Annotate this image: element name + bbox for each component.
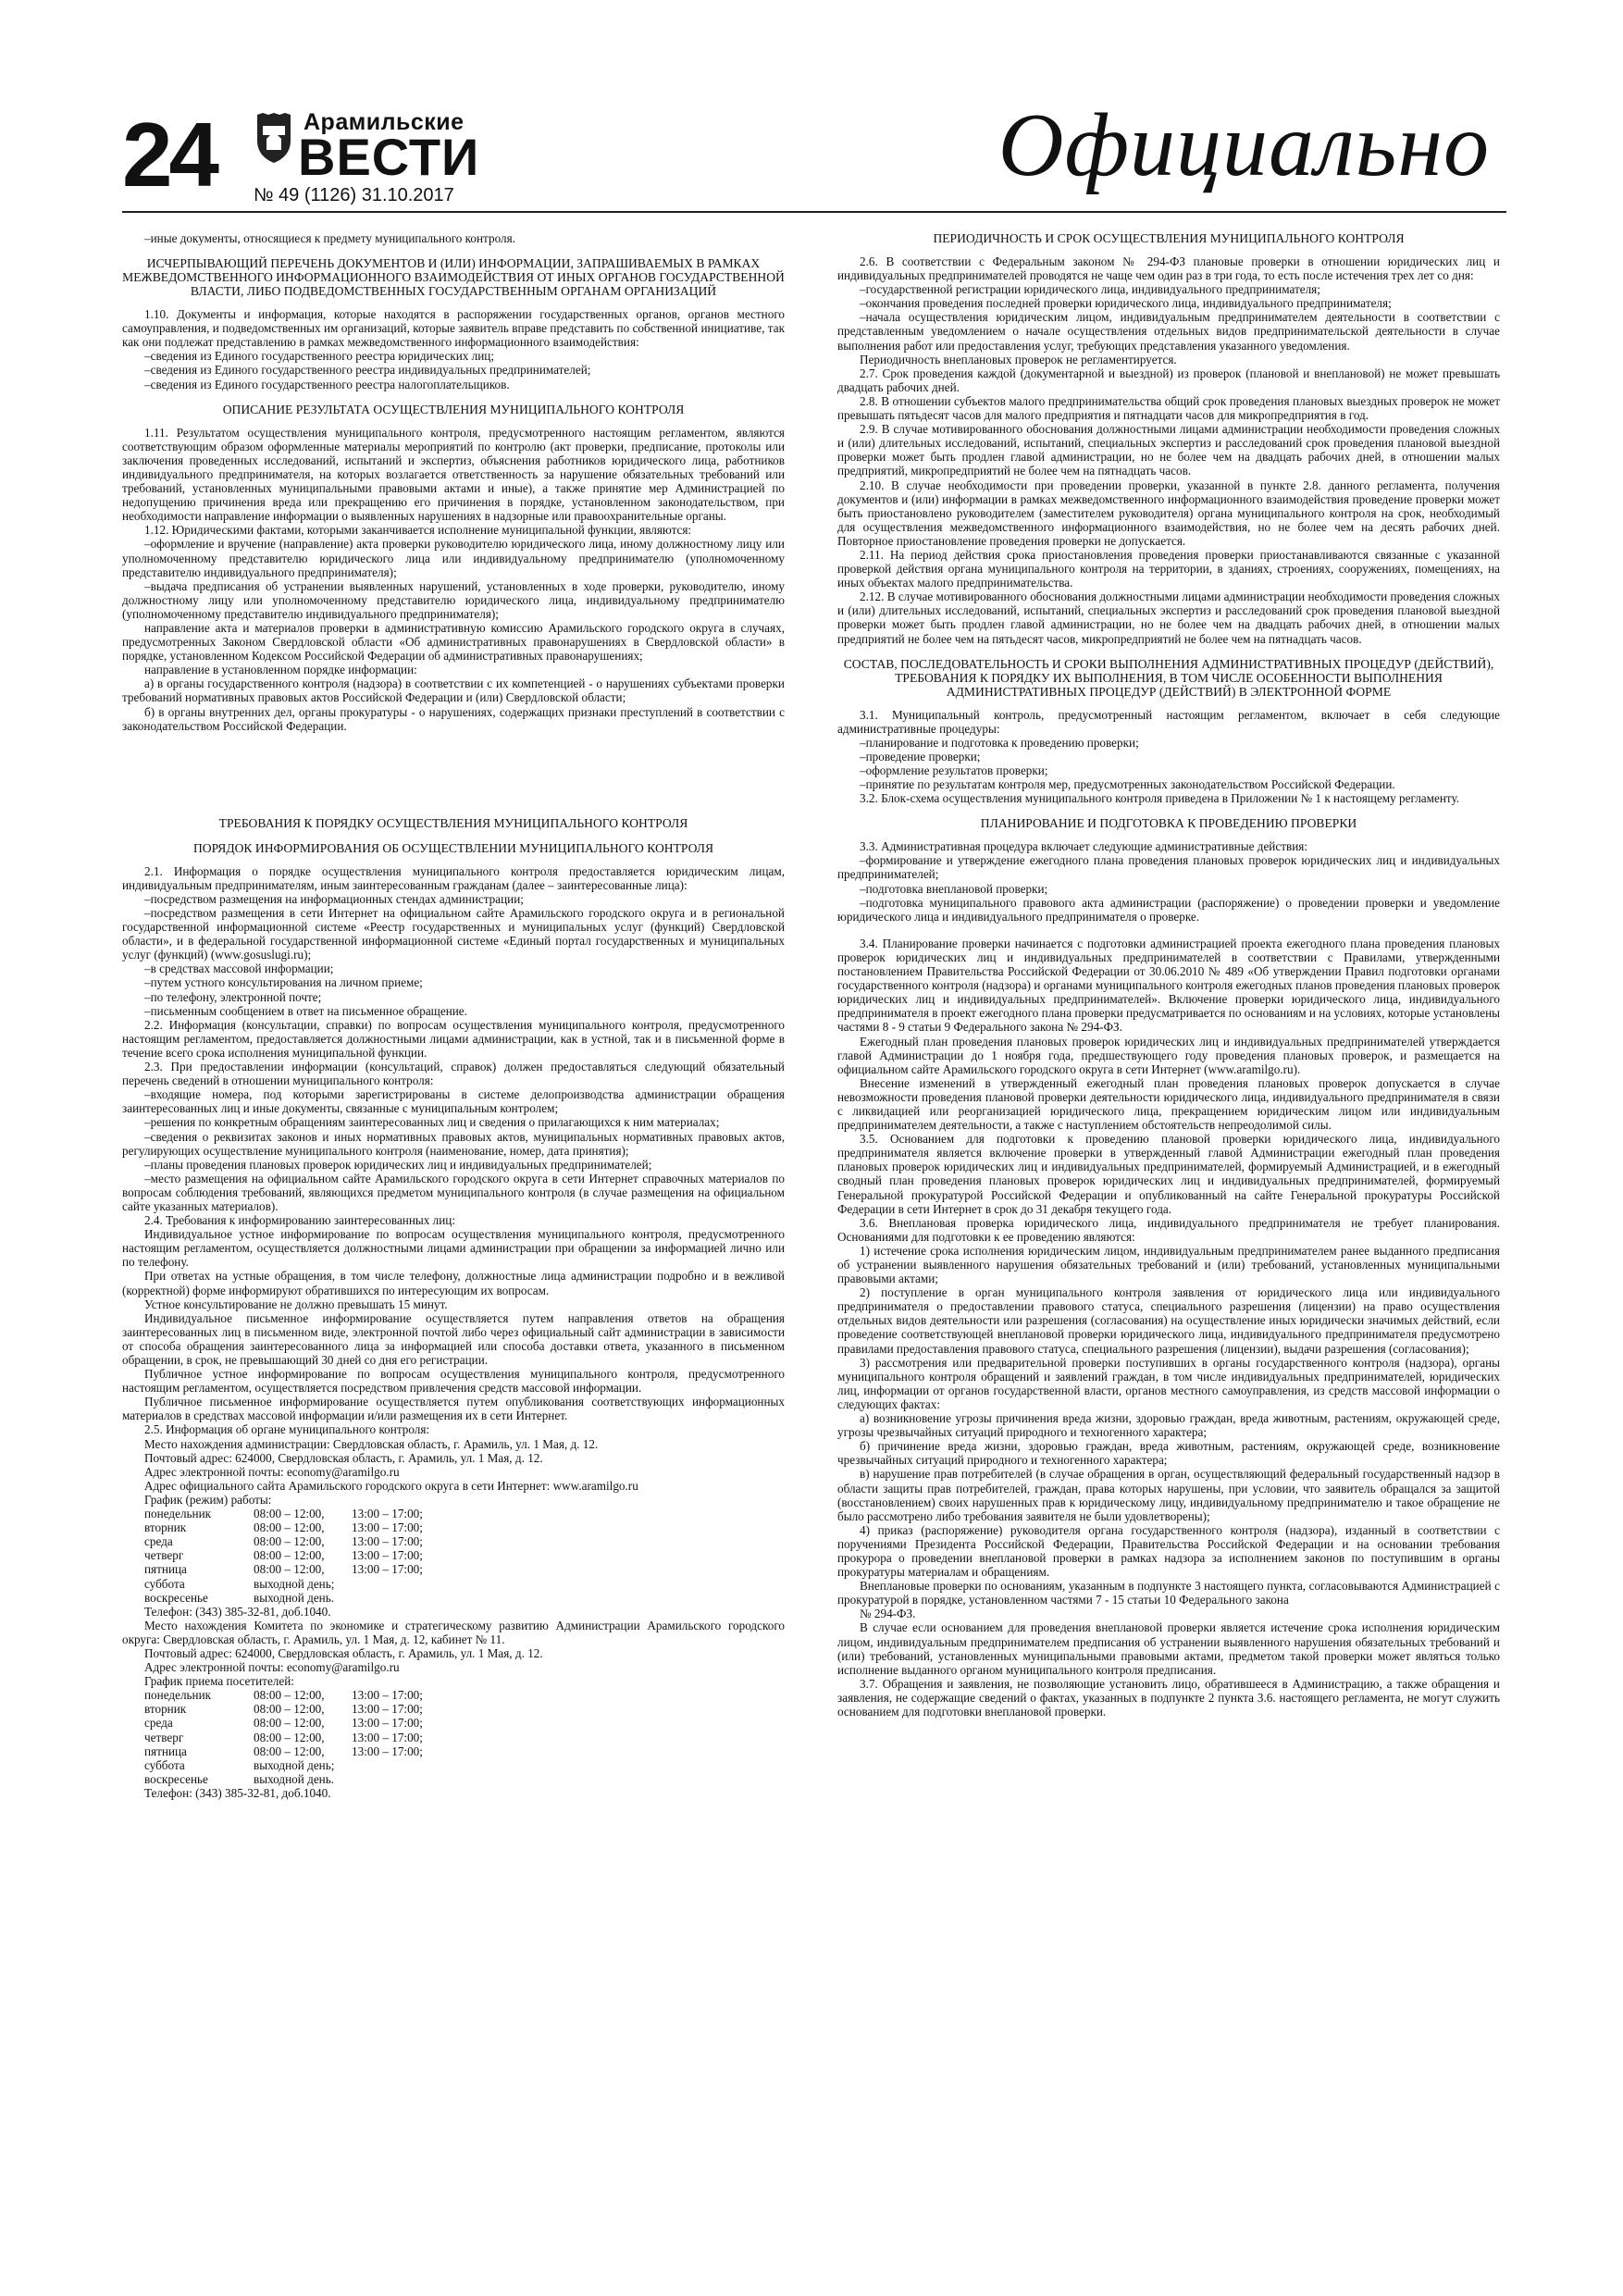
schedule-cell: 08:00 – 12:00,: [254, 1730, 325, 1744]
schedule-cell: 13:00 – 17:00;: [352, 1534, 423, 1549]
paragraph: а) возникновение угрозы причинения вреда жизни, здоровью граждан, вреда животным, растениям, окружающей среде, угрозы чрезвычайных ситуаций природного и техногенного характера;: [837, 1411, 1500, 1440]
schedule-cell: 13:00 – 17:00;: [352, 1744, 423, 1758]
schedule-cell: [352, 1591, 436, 1605]
paragraph: № 294-ФЗ.: [860, 1607, 916, 1621]
paragraph: Устное консультирование не должно превышать 15 минут.: [144, 1297, 448, 1311]
section-heading: ПЛАНИРОВАНИЕ И ПОДГОТОВКА К ПРОВЕДЕНИЮ ПРОВЕРКИ: [980, 816, 1357, 831]
paragraph: 2.9. В случае мотивированного обоснования должностными лицами администрации необходимости проведения сложных и (или) длительных исследований, испытаний, специальных экспертиз и расследований срок проведения плановой выездной проверки может быть продлен главой администрации, но не более чем на двадцать рабочих дней, в отношении малых предприятий, микропредприятий не более чем на пятнадцать часов.: [837, 422, 1500, 478]
spacer: [122, 733, 785, 805]
paragraph: 3) рассмотрения или предварительной проверки поступивших в органы государственного контроля (надзора), органы муниципального контроля обращений и заявлений граждан, в том числе индивидуальных предпринимателей, юридических лиц, информации от органов государственной власти, органов местного самоуправления, из средств массовой информации о следующих фактах:: [837, 1355, 1500, 1411]
schedule-cell: 08:00 – 12:00,: [254, 1716, 325, 1731]
section-heading: ОПИСАНИЕ РЕЗУЛЬТАТА ОСУЩЕСТВЛЕНИЯ МУНИЦИПАЛЬНОГО КОНТРОЛЯ: [222, 402, 685, 416]
paragraph: Адрес электронной почты: economy@aramilgo.ru: [144, 1660, 400, 1675]
schedule-row: [144, 1702, 436, 1716]
schedule-cell: вторник: [144, 1520, 187, 1535]
paragraph: –подготовка муниципального правового акта администрации (распоряжение) о проведении проверки и уведомление юридического лица и индивидуального предпринимателя о проверке.: [837, 895, 1500, 924]
schedule-cell: 08:00 – 12:00,: [254, 1507, 325, 1521]
text-block: [122, 1605, 785, 1689]
page-number: 24: [122, 104, 217, 205]
paragraph: Адрес электронной почты: economy@aramilgo.ru: [144, 1464, 400, 1479]
schedule-row: [144, 1716, 436, 1730]
paragraph: б) причинение вреда жизни, здоровью граждан, вреда животным, растениям, окружающей среде, возникновение чрезвычайных ситуаций природного и техногенного характера;: [837, 1439, 1500, 1468]
schedule-cell: суббота: [144, 1576, 185, 1591]
paragraph: Индивидуальное письменное информирование осуществляется путем направления ответов на обращения заинтересованных лиц в письменном виде, электронной почтой либо через официальный сайт администрации в зависимости от способа обращения заинтересованного лица за информацией или способа доставки ответа, указанного в письменном обращении, в срок, не превышающий 30 дней со дня его регистрации.: [122, 1310, 785, 1367]
schedule-row: [144, 1577, 436, 1591]
schedule-cell: 13:00 – 17:00;: [352, 1702, 423, 1717]
paragraph: Внесение изменений в утвержденный ежегодный план проведения плановых проверок допускается в случае невозможности проведения плановой проверки деятельности юридического лица, индивидуального предпринимателя в связи с ликвидацией или реорганизацией юридического лица, прекращением юридическим лицом или индивидуальным предпринимателем деятельности, а также с наступлением обстоятельств непреодолимой силы.: [837, 1075, 1500, 1133]
logo-title: ВЕСТИ: [298, 128, 480, 186]
paragraph: 2.7. Срок проведения каждой (документарной и выездной) из проверок (плановой и внеплановой) не может превышать двадцать рабочих дней.: [837, 366, 1500, 394]
schedule-cell: пятница: [144, 1562, 187, 1577]
paragraph: –посредством размещения на информационных стендах администрации;: [144, 891, 524, 906]
paragraph: 2.6. В соответствии с Федеральным законом № 294-ФЗ плановые проверки в отношении юридических лиц и индивидуальных предпринимателей проводятся не чаще чем один раз в три года, то есть после истечения трех лет со дня:: [837, 254, 1500, 283]
text-block: [122, 864, 785, 1507]
coat-of-arms-icon: [254, 113, 294, 165]
paragraph: –сведения из Единого государственного реестра налогоплательщиков.: [144, 377, 510, 391]
schedule-cell: выходной день;: [254, 1757, 335, 1772]
schedule-row: [144, 1731, 436, 1744]
text-block: [837, 254, 1500, 646]
paragraph: Почтовый адрес: 624000, Свердловская область, г. Арамиль, ул. 1 Мая, д. 12.: [144, 1450, 543, 1465]
schedule-cell: [352, 1772, 436, 1786]
paragraph: –иные документы, относящиеся к предмету муниципального контроля.: [144, 231, 515, 245]
paragraph: 3.2. Блок-схема осуществления муниципального контроля приведена в Приложении № 1 к настоящему регламенту.: [860, 791, 1460, 806]
paragraph: направление акта и материалов проверки в административную комиссию Арамильского городского округа в случаях, предусмотренных Законом Свердловской области «Об административных правонарушениях в Свердловской области» в порядке, установленном Кодексом Российской Федерации об административных правонарушениях;: [122, 620, 785, 664]
paragraph: –планирование и подготовка к проведению проверки;: [860, 735, 1139, 750]
paragraph: –сведения о реквизитах законов и иных нормативных правовых актов, муниципальных нормативных правовых актов, регулирующих осуществление муниципального контроля (наименование, номер, дата принятия);: [122, 1129, 785, 1158]
schedule-cell: 13:00 – 17:00;: [352, 1730, 423, 1744]
paragraph: Место нахождения Комитета по экономике и стратегическому развитию Администрации Арамильского городского округа: Свердловская область, г. Арамиль, ул. 1 Мая, д. 12, кабинет № 11.: [122, 1618, 785, 1646]
schedule-cell: 08:00 – 12:00,: [254, 1520, 325, 1535]
text-block: [837, 708, 1500, 806]
schedule-row: [144, 1772, 436, 1786]
paragraph: 3.1. Муниципальный контроль, предусмотренный настоящим регламентом, включает в себя следующие административные процедуры:: [837, 707, 1500, 736]
section-heading: ТРЕБОВАНИЯ К ПОРЯДКУ ОСУЩЕСТВЛЕНИЯ МУНИЦИПАЛЬНОГО КОНТРОЛЯ: [218, 815, 688, 830]
paragraph: 2.8. В отношении субъектов малого предпринимательства общий срок проведения плановых выездных проверок не может превышать пятьдесят часов для малого предприятия и пятнадцати часов для микропредприятия в год.: [837, 393, 1500, 423]
schedule-row: [144, 1758, 436, 1772]
masthead: [122, 95, 1506, 216]
section-heading: ПОРЯДОК ИНФОРМИРОВАНИЯ ОБ ОСУЩЕСТВЛЕНИИ МУНИЦИПАЛЬНОГО КОНТРОЛЯ: [192, 840, 714, 855]
schedule-cell: среда: [144, 1716, 173, 1731]
text-block: [122, 231, 785, 245]
paragraph: –посредством размещения в сети Интернет на официальном сайте Арамильского городского округа и в региональной государственной информационной системе «Реестр государственных и муниципальных услуг (функций) Свердловской области», и в федеральной государственной информационной системе «Единый портал государственных и муниципальных услуг (функций) (www.gosuslugi.ru);: [122, 906, 785, 962]
schedule-table: [144, 1688, 436, 1786]
schedule-cell: 08:00 – 12:00,: [254, 1688, 325, 1703]
schedule-cell: 08:00 – 12:00,: [254, 1548, 325, 1563]
paragraph: –проведение проверки;: [860, 749, 981, 763]
paragraph: 2.3. При предоставлении информации (консультаций, справок) должен предоставляться следующий обязательный перечень сведений в отношении муниципального контроля:: [122, 1060, 785, 1088]
schedule-row: [144, 1507, 436, 1520]
schedule-row: [144, 1534, 436, 1548]
paragraph: При ответах на устные обращения, в том числе телефону, должностные лица администрации подробно и в вежливой (корректной) форме информируют обратившихся по интересующим их вопросам.: [122, 1269, 785, 1297]
paragraph: направление в установленном порядке информации:: [144, 663, 417, 677]
paragraph: Почтовый адрес: 624000, Свердловская область, г. Арамиль, ул. 1 Мая, д. 12.: [144, 1645, 543, 1660]
paragraph: Публичное устное информирование по вопросам осуществления муниципального контроля, предусмотренного настоящим регламентом, осуществляется посредством привлечения средств массовой информации.: [122, 1367, 785, 1396]
paragraph: 3.4. Планирование проверки начинается с подготовки администрацией проекта ежегодного плана проведения плановых проверок юридических лиц и индивидуальных предпринимателей в соответствии с Правилами, утвержденными постановлением Правительства Российской Федерации от 30.06.2010 № 489 «Об утверждении Правил подготовки органами государственного контроля (надзора) и органами муниципального контроля ежегодных планов проведения плановых проверок юридических лиц и индивидуальных предпринимателей». Включение проверки юридического лица, индивидуального предпринимателя в проект ежегодного плана проверки предусматривается по основаниям и на условиях, которые установлены частями 8 - 9 статьи 9 Федерального закона № 294-ФЗ.: [837, 936, 1500, 1035]
schedule-row: [144, 1744, 436, 1758]
paragraph: 2.12. В случае мотивированного обоснования должностными лицами администрации необходимости проведения сложных и (или) длительных исследований, испытаний, специальных экспертиз и расследований срок проведения плановой выездной проверки может быть продлен главой администрации, но не более чем на двадцать рабочих дней, в отношении малых предприятий не более чем на пятьдесят часов, микропредприятий не более чем на пятнадцать часов.: [837, 590, 1500, 646]
paragraph: –государственной регистрации юридического лица, индивидуального предпринимателя;: [860, 282, 1320, 297]
paragraph: 2.4. Требования к информированию заинтересованных лиц:: [144, 1213, 456, 1228]
schedule-row: [144, 1520, 436, 1534]
paragraph: 3.5. Основанием для подготовки к проведению плановой проверки юридического лица, индивидуального предпринимателя является включение проверки в утвержденный главой Администрации ежегодный план проведения плановых проверок юридических лиц и индивидуальных предпринимателей, формируемый Администрацией, и в ежегодный сводный план проведения плановых проверок юридических лиц и индивидуальных предпринимателей, формируемый Генеральной прокуратурой Российской Федерации и опубликованный на сайте Генеральной прокуратуры Российской Федерации в сети Интернет в срок до 31 декабря текущего года.: [837, 1132, 1500, 1216]
paragraph: 3.6. Внеплановая проверка юридического лица, индивидуального предпринимателя не требует планирования. Основаниями для подготовки к ее проведению являются:: [837, 1215, 1500, 1244]
header-rule: [122, 211, 1506, 213]
paragraph: –принятие по результатам контроля мер, предусмотренных законодательством Российской Федерации.: [860, 777, 1395, 792]
schedule-cell: 08:00 – 12:00,: [254, 1534, 325, 1549]
issue-info: № 49 (1126) 31.10.2017: [254, 185, 454, 205]
schedule-cell: [352, 1758, 436, 1772]
schedule-cell: 08:00 – 12:00,: [254, 1562, 325, 1577]
schedule-table: [144, 1507, 436, 1605]
paragraph: –в средствах массовой информации;: [144, 962, 334, 976]
schedule-cell: понедельник: [144, 1688, 212, 1703]
schedule-cell: 13:00 – 17:00;: [352, 1562, 423, 1577]
paragraph: Адрес официального сайта Арамильского городского округа в сети Интернет: www.aramilgo.ru: [144, 1478, 638, 1493]
paragraph: 1.10. Документы и информация, которые находятся в распоряжении государственных органов, органов местного самоуправления, и подведомственных им организаций, которые заявитель вправе представить по собственной инициативе, так как они подлежат представлению в рамках межведомственного информационного взаимодействия:: [122, 307, 785, 350]
schedule-cell: 13:00 – 17:00;: [352, 1688, 423, 1703]
paragraph: –по телефону, электронной почте;: [144, 989, 322, 1004]
schedule-cell: вторник: [144, 1702, 187, 1717]
paragraph: 2) поступление в орган муниципального контроля заявления от юридического лица или индивидуального предпринимателя о предоставлении правового статуса, специального разрешения (лицензии) на право осуществления отдельных видов деятельности или разрешения (согласования) на осуществление иных юридически значимых действий, если проведение соответствующей внеплановой проверки юридического лица, индивидуального предпринимателя предусмотрено правилами предоставления правового статуса, специального разрешения (лицензии), выдачи разрешения (согласования);: [837, 1285, 1500, 1356]
schedule-cell: среда: [144, 1534, 173, 1549]
paragraph: 4) приказ (распоряжение) руководителя органа государственного контроля (надзора), изданный в соответствии с поручениями Президента Российской Федерации, Правительства Российской Федерации и на основании требования прокурора о проведении внеплановой проверки в рамках надзора за исполнением законов по поступившим в органы прокуратуры материалам и обращениям.: [837, 1522, 1500, 1580]
text-block: [122, 426, 785, 733]
paragraph: 2.1. Информация о порядке осуществления муниципального контроля предоставляется юридическим лицам, индивидуальным предпринимателям, иным заинтересованным гражданам (далее – заинтересованные лица):: [122, 863, 785, 892]
paragraph: Индивидуальное устное информирование по вопросам осуществления муниципального контроля, предусмотренного настоящим регламентом, осуществляется должностными лицами администрации при обращении за информацией лично или по телефону.: [122, 1227, 785, 1270]
paragraph: –сведения из Единого государственного реестра индивидуальных предпринимателей;: [144, 363, 591, 378]
paragraph: –письменным сообщением в ответ на письменное обращение.: [144, 1003, 467, 1018]
section-title: Официально: [997, 95, 1490, 195]
schedule-cell: 08:00 – 12:00,: [254, 1702, 325, 1717]
schedule-cell: [352, 1577, 436, 1591]
schedule-cell: понедельник: [144, 1507, 212, 1521]
paragraph: –выдача предписания об устранении выявленных нарушений, установленных в ходе проверки, руководителю, иному должностному лицу или уполномоченному представителю юридического лица, индивидуальному предпринимателю (уполномоченному представителю индивидуального предпринимателя);: [122, 578, 785, 621]
paragraph: –окончания проведения последней проверки юридического лица, индивидуального предпринимателя;: [860, 296, 1392, 311]
paragraph: Публичное письменное информирование осуществляется путем опубликования соответствующих информационных материалов в средствах массовой информации и/или размещения их в сети Интернет.: [122, 1395, 785, 1423]
paragraph: 3.7. Обращения и заявления, не позволяющие установить лицо, обратившееся в Администрацию, а также обращения и заявления, не содержащие сведений о фактах, указанных в подпункте 2 пункта 3.6. настоящего регламента, не могут служить основанием для подготовки внеплановой проверки.: [837, 1676, 1500, 1719]
schedule-row: [144, 1548, 436, 1562]
paragraph: 2.11. На период действия срока приостановления проведения проверки приостанавливаются связанные с указанной проверкой действия органа муниципального контроля на территории, в зданиях, строениях, сооружениях, помещениях, на иных объектах малого предпринимательства.: [837, 547, 1500, 590]
schedule-cell: выходной день.: [254, 1771, 335, 1786]
schedule-cell: 13:00 – 17:00;: [352, 1716, 423, 1731]
schedule-cell: 13:00 – 17:00;: [352, 1520, 423, 1535]
schedule-cell: воскресенье: [144, 1771, 208, 1786]
paragraph: 3.3. Административная процедура включает следующие административные действия:: [860, 839, 1307, 854]
paragraph: –входящие номера, под которыми зарегистрированы в системе делопроизводства администрации обращения заинтересованных лиц и иные документы, связанные с муниципальным контролем;: [122, 1087, 785, 1116]
schedule-cell: выходной день;: [254, 1576, 335, 1591]
paragraph: 1.12. Юридическими фактами, которыми заканчивается исполнение муниципальной функции, являются:: [144, 523, 692, 538]
paragraph: График (режим) работы:: [144, 1492, 272, 1507]
paragraph: –решения по конкретным обращениям заинтересованных лиц и сведения о прилагающихся к ним материалах;: [144, 1115, 720, 1130]
text-block: [837, 839, 1500, 924]
left-column: [122, 231, 785, 1800]
paragraph: 1.11. Результатом осуществления муниципального контроля, предусмотренного настоящим регламентом, являются соответствующим образом оформленные материалы мероприятий по контролю (акт проверки, предписание, протоколы или заключения проведенных исследований, испытаний и экспертиз, объяснения работников юридического лица, работников индивидуального предпринимателя, на которых возлагается ответственность за нарушение обязательных требований или требований, установленных муниципальными правовыми актами и иные), а также принятие мер Администрацией по недопущению причинения вреда или прекращению его причинения в порядке, установленном законодательством, при необходимости направление информации о выявленных нарушениях в надзорные или правоохранительные органы.: [122, 425, 785, 524]
section-heading: ИСЧЕРПЫВАЮЩИЙ ПЕРЕЧЕНЬ ДОКУМЕНТОВ И (ИЛИ) ИНФОРМАЦИИ, ЗАПРАШИВАЕМЫХ В РАМКАХ МЕЖВЕДОМСТВЕННОГО ИНФОРМАЦИОННОГО ВЗАИМОДЕЙСТВИЯ ОТ ИНЫХ ОРГАНОВ ГОСУДАРСТВЕННОЙ ВЛАСТИ, ЛИБО ПОДВЕДОМСТВЕННЫХ ГОСУДАРСТВЕННЫМ ОРГАНАМ ОРГАНИЗАЦИЙ: [122, 256, 785, 299]
paragraph: а) в органы государственного контроля (надзора) в соответствии с их компетенцией - о нарушениях субъектами проверки требований нормативных правовых актов Российской Федерации и (или) Свердловской области;: [122, 676, 785, 705]
paragraph: б) в органы внутренних дел, органы прокуратуры - о нарушениях, содержащих признаки преступлений в соответствии с законодательством Российской Федерации.: [122, 704, 785, 733]
paragraph: Телефон: (343) 385-32-81, доб.1040.: [144, 1785, 331, 1800]
paragraph: 1) истечение срока исполнения юридическим лицом, индивидуальным предпринимателем ранее выданного предписания об устранении выявленного нарушения обязательных требований и (или) требований, установленных муниципальными правовыми актами;: [837, 1243, 1500, 1286]
schedule-cell: 13:00 – 17:00;: [352, 1548, 423, 1563]
schedule-cell: пятница: [144, 1744, 187, 1758]
paragraph: 2.2. Информация (консультации, справки) по вопросам осуществления муниципального контроля, предусмотренного настоящим регламентом, предоставляется должностными лицами администрации, как в устной, так и в письменной форме в течение всего срока исполнения муниципальной функции.: [122, 1017, 785, 1060]
schedule-cell: 13:00 – 17:00;: [352, 1507, 423, 1521]
paragraph: –оформление и вручение (направление) акта проверки руководителю юридического лица, иному должностному лицу или уполномоченному представителю юридического лица или индивидуальному предпринимателю (уполномоченному представителю индивидуального предпринимателя);: [122, 537, 785, 579]
text-block: [122, 1786, 785, 1800]
logo-subtitle: Арамильские: [304, 109, 465, 135]
spacer: [837, 924, 1500, 937]
schedule-cell: 08:00 – 12:00,: [254, 1744, 325, 1758]
paragraph: Место нахождения администрации: Свердловская область, г. Арамиль, ул. 1 Мая, д. 12.: [144, 1436, 599, 1451]
paragraph: –планы проведения плановых проверок юридических лиц и индивидуальных предпринимателей;: [144, 1157, 652, 1172]
text-block: [837, 937, 1500, 1719]
paragraph: Внеплановые проверки по основаниям, указанным в подпункте 3 настоящего пункта, согласовываются Администрацией с прокуратурой в порядке, установленном частями 7 - 15 статьи 10 Федерального закона: [837, 1579, 1500, 1607]
schedule-cell: четверг: [144, 1548, 184, 1563]
paragraph: 2.5. Информация об органе муниципального контроля:: [144, 1422, 430, 1437]
paragraph: –оформление результатов проверки;: [860, 763, 1048, 777]
paragraph: –формирование и утверждение ежегодного плана проведения плановых проверок юридических лиц и индивидуальных предпринимателей;: [837, 853, 1500, 882]
paragraph: –место размещения на официальном сайте Арамильского городского округа в сети Интернет справочных материалов по вопросам соблюдения требований, являющихся предметом муниципального контроля (в случае размещения на официальном сайте указанных материалов).: [122, 1171, 785, 1213]
section-heading: ПЕРИОДИЧНОСТЬ И СРОК ОСУЩЕСТВЛЕНИЯ МУНИЦИПАЛЬНОГО КОНТРОЛЯ: [933, 231, 1405, 245]
schedule-row: [144, 1591, 436, 1605]
paragraph: В случае если основанием для проведения внеплановой проверки является истечение срока исполнения юридическим лицом, индивидуальным предпринимателем предписания об устранении выявленного нарушения обязательных требований и (или) требований, установленных муниципальными правовыми актами, предметом такой проверки может являться только исполнение выданного органом муниципального контроля предписания.: [837, 1620, 1500, 1677]
paragraph: График приема посетителей:: [144, 1674, 294, 1689]
paragraph: Периодичность внеплановых проверок не регламентируется.: [860, 352, 1177, 366]
paragraph: –сведения из Единого государственного реестра юридических лиц;: [144, 349, 495, 364]
paragraph: 2.10. В случае необходимости при проведении проверки, указанной в пункте 2.8. данного регламента, получения документов и (или) информации в рамках межведомственного информационного взаимодействия проведение проверки может быть приостановлено руководителем (заместителем руководителя) органа муниципального контроля на срок, необходимый для осуществления межведомственного информационного взаимодействия, но не более чем на десять рабочих дней. Повторное приостановление проведения проверки не допускается.: [837, 478, 1500, 548]
paragraph: в) нарушение прав потребителей (в случае обращения в орган, осуществляющий федеральный государственный надзор в области защиты прав потребителей, граждан, права которых нарушены, при условии, что заявитель обращался за защитой (восстановлением) своих нарушенных прав к юридическому лицу, индивидуальному предпринимателю и такое обращение не было рассмотрено либо требования заявителя не были удовлетворены);: [837, 1467, 1500, 1523]
paragraph: –путем устного консультирования на личном приеме;: [144, 975, 423, 990]
schedule-cell: четверг: [144, 1730, 184, 1744]
paragraph: –начала осуществления юридическим лицом, индивидуальным предпринимателем деятельности в соответствии с представленным уведомлением о начале осуществления отдельных видов предпринимательской деятельности в случае выполнения работ или предоставления услуг, требующих представления указанного уведомления.: [837, 310, 1500, 353]
schedule-cell: воскресенье: [144, 1590, 208, 1605]
paragraph: Ежегодный план проведения плановых проверок юридических лиц и индивидуальных предпринимателей утверждается главой Администрации до 1 ноября года, предшествующего году проведения плановых проверок, и размещается на официальном сайте Арамильского городского округа в сети Интернет (www.aramilgo.ru).: [837, 1034, 1500, 1076]
paragraph: –подготовка внеплановой проверки;: [860, 881, 1048, 896]
schedule-row: [144, 1688, 436, 1702]
schedule-cell: суббота: [144, 1757, 185, 1772]
right-column: [837, 231, 1500, 1719]
schedule-row: [144, 1562, 436, 1576]
paragraph: Телефон: (343) 385-32-81, доб.1040.: [144, 1604, 331, 1619]
schedule-cell: выходной день.: [254, 1590, 335, 1605]
text-block: [122, 307, 785, 391]
section-heading: СОСТАВ, ПОСЛЕДОВАТЕЛЬНОСТЬ И СРОКИ ВЫПОЛНЕНИЯ АДМИНИСТРАТИВНЫХ ПРОЦЕДУР (ДЕЙСТВИЙ), ТРЕБОВАНИЯ К ПОРЯДКУ ИХ ВЫПОЛНЕНИЯ, В ТОМ ЧИСЛЕ ОСОБЕННОСТИ ВЫПОЛНЕНИЯ АДМИНИСТРАТИВНЫХ ПРОЦЕДУР (ДЕЙСТВИЙ) В ЭЛЕКТРОННОЙ ФОРМЕ: [843, 656, 1494, 699]
